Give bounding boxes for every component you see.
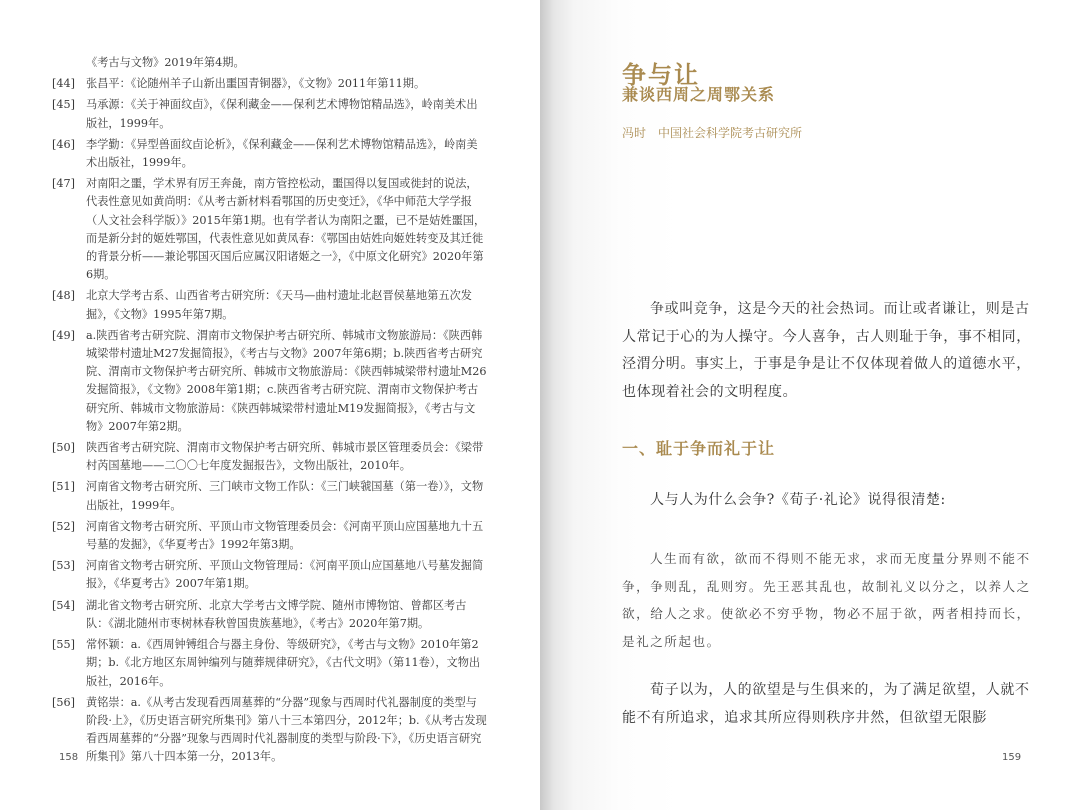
reference-list [52,54,488,770]
reference-item [52,75,488,93]
reference-item [52,96,488,132]
reference-text: 对南阳之噩，学术界有厉王奔彘，南方管控松动，噩国得以复国或徙封的说法，代表性意见如黄尚明：《从考古新材料看鄂国的历史变迁》，《华中师范大学学报（人文社会科学版）》2015年第1期。也有学者认为南阳之噩，已不是姞姓噩国，而是新分封的姬姓鄂国，代表性意见如黄凤春：《鄂国由姞姓向姬姓转变及其迁徙的背景分析——兼论鄂国灭国后应属汉阳诸姬之一》，《中原文化研究》2020年第6期。 [86,177,486,282]
author-line: 冯时 中国社会科学院考古研究所 [622,126,803,140]
reference-text: 河南省文物考古研究所、平顶山市文物管理委员会：《河南平顶山应国墓地九十五号墓的发掘》，《华夏考古》1992年第3期。 [86,519,484,552]
right-page [540,0,1080,810]
reference-item [52,694,488,767]
reference-number: [52] [52,519,75,533]
quote-block: 人生而有欲，欲而不得则不能无求，求而无度量分界则不能不争，争则乱，乱则穷。先王恶其乱也，故制礼义以分之，以养人之欲，给人之求。使欲必不穷乎物，物必不屈于欲，两者相持而长，是礼之所起也。 [622,551,1031,649]
reference-item [52,136,488,172]
reference-text: 常怀颖：a.《西周钟镈组合与器主身份、等级研究》，《考古与文物》2010年第2期；b.《北方地区东周钟编列与随葬规律研究》，《古代文明》（第11卷），文物出版社，2016年。 [86,638,481,688]
reference-number: [51] [52,480,75,494]
article-title: 争与让 [622,60,700,89]
intro-paragraph: 争或叫竞争，这是今天的社会热词。而让或者谦让，则是古人常记于心的为人操守。今人喜争，古人则耻于争，事不相同，泾渭分明。事实上，于事是争是让不仅体现着做人的道德水平，也体现着社会的文明程度。 [622,301,1031,400]
reference-text: 陕西省考古研究院、渭南市文物保护考古研究所、韩城市景区管理委员会：《梁带村芮国墓地——二〇〇七年度发掘报告》，文物出版社，2010年。 [86,441,484,473]
reference-text: 湖北省文物考古研究所、北京大学考古文博学院、随州市博物馆、曾都区考古队：《湖北随州市枣树林春秋曾国贵族墓地》，《考古》2020年第7期。 [86,598,467,630]
reference-item [52,557,488,593]
reference-text: 北京大学考古系、山西省考古研究所：《天马—曲村遗址北赵晋侯墓地第五次发掘》，《文物》1995年第7期。 [86,289,472,321]
page-number: 159 [1002,752,1022,763]
reference-item [52,327,488,436]
reference-text: 河南省文物考古研究所、三门峡市文物工作队：《三门峡虢国墓（第一卷）》，文物出版社，1999年。 [86,480,484,512]
reference-number: [46] [52,137,75,151]
reference-number: [44] [52,77,75,91]
reference-item [52,175,488,284]
reference-number: [45] [52,98,75,112]
reference-item [52,518,488,554]
reference-text: 李学勤：《异型兽面纹卣论析》，《保利藏金——保利艺术博物馆精品选》，岭南美术出版社，1999年。 [86,137,478,170]
page-number: 158 [59,752,79,763]
reference-number: [49] [52,328,75,342]
reference-text: 黄铭崇：a.《从考古发现看西周墓葬的“分器”现象与西周时代礼器制度的类型与阶段·上》，《历史语言研究所集刊》第八十三本第四分，2012年；b.《从考古发现看西周墓葬的“分器”现象与西周时代礼器制度的类型与阶段·下》，《历史语言研究所集刊》第八十四本第一分，2013年。 [86,695,487,764]
reference-number: [55] [52,638,75,652]
reference-number: [47] [52,177,75,191]
reference-item [52,287,488,323]
reference-item: 《考古与文物》2019年第4期。 [86,56,245,69]
reference-number: [56] [52,695,75,709]
reference-text: a.陕西省考古研究院、渭南市文物保护考古研究所、韩城市文物旅游局：《陕西韩城梁带村遗址M27发掘简报》，《考古与文物》2007年第6期；b.陕西省考古研究院、渭南市文物保护考古研究所、韩城市文物旅游局：《陕西韩城梁带村遗址M26发掘简报》，《文物》2008年第1期；c.陕西省考古研究院、渭南市文物保护考古研究所、韩城市文物旅游局：《陕西韩城梁带村遗址M19发掘简报》，《考古与文物》2007年第2期。 [86,328,487,433]
reference-text: 河南省文物考古研究所、平顶山文物管理局：《河南平顶山应国墓地八号墓发掘简报》，《华夏考古》2007年第1期。 [86,559,484,591]
reference-item [52,439,488,475]
reference-text: 马承源：《关于神面纹卣》，《保利藏金——保利艺术博物馆精品选》，岭南美术出版社，1999年。 [86,98,478,130]
reference-item [52,597,488,633]
reference-item [52,636,488,691]
article-subtitle: 兼谈西周之周鄂关系 [622,85,776,104]
section-heading: 一、耻于争而礼于让 [622,439,776,458]
reference-text: 张昌平：《论随州羊子山新出噩国青铜器》，《文物》2011年第11期。 [86,77,426,91]
reference-item [52,478,488,514]
question-paragraph: 人与人为什么会争?《荀子·礼论》说得很清楚: [650,492,946,508]
reference-number: [50] [52,441,75,455]
closing-paragraph: 荀子以为，人的欲望是与生俱来的，为了满足欲望，人就不能不有所追求，追求其所应得则秩序井然，但欲望无限膨 [622,682,1030,726]
reference-number: [54] [52,598,75,612]
reference-number: [48] [52,289,75,303]
reference-number: [53] [52,559,75,573]
